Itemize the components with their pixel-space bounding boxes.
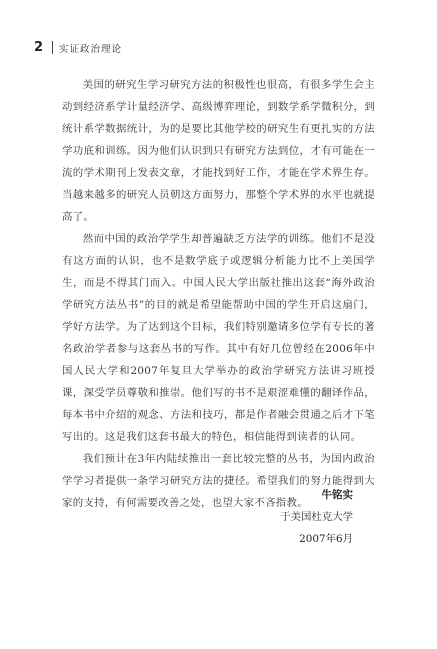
author-affiliation: 于美国杜克大学 — [280, 511, 353, 523]
preface-body — [62, 74, 375, 514]
series-title: 实证政治理论 — [59, 43, 123, 55]
paragraph-2: 然而中国的政治学学生却普遍缺乏方法学的训练。他们不是没有这方面的认识，也不是数学底子或逻辑分析能力比不上美国学生，而是不得其门而入。中国人民大学出版社推出这套“海外政治学研究方法丛书”的目的就是希望能帮助中国的学生开启这扇门，学好方法学。为了达到这个目标，我们特别邀请多位学有专长的著名政治学者参与这套丛书的写作。其中有好几位曾经在2006年中国人民大学和2007年复旦大学举办的政治学研究方法讲习班授课，深受学员尊敬和推崇。他们写的书不是艰涩难懂的翻译作品，每本书中介绍的观念、方法和技巧，都是作者融会贯通之后才下笔写出的。这是我们这套书最大的特色，相信能得到读者的认同。 — [62, 233, 375, 443]
header-divider — [52, 41, 53, 54]
signature-date: 2007年6月 — [299, 533, 353, 545]
signature-block — [280, 484, 353, 550]
page-number: 2 — [34, 40, 44, 55]
paragraph-3: 我们预计在3年内陆续推出一套比较完整的丛书，为国内政治学学习者提供一条学习研究方法的捷径。希望我们的努力能得到大家的支持，有何需要改善之处，也望大家不吝指教。 — [62, 453, 375, 509]
paragraph-1: 美国的研究生学习研究方法的积极性也很高，有很多学生会主动到经济系学计量经济学、高级博弈理论，到数学系学微积分，到统计系学数据统计，为的是要比其他学校的研究生有更扎实的方法学功底和训练。因为他们认识到只有研究方法到位，才有可能在一流的学术期刊上发表文章，才能找到好工作，才能在学术界生存。当越来越多的研究人员朝这方面努力，那整个学术界的水平也就提高了。 — [62, 79, 375, 223]
author-name: 牛铭实 — [321, 489, 353, 501]
running-head — [34, 40, 122, 55]
